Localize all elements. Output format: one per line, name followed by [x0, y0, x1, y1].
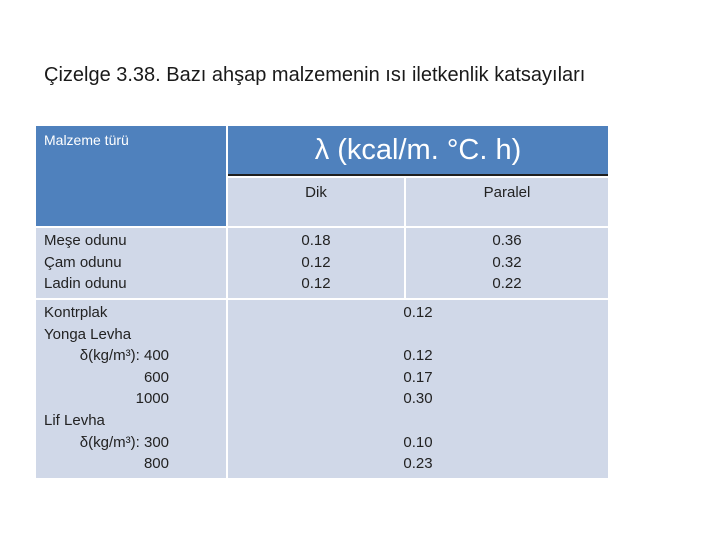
- dik-value: 0.18: [301, 232, 331, 249]
- material-mese: Meşe odunu: [44, 232, 127, 249]
- paralel-value: 0.32: [492, 253, 522, 271]
- paralel-header: [406, 178, 608, 226]
- dik-header: [228, 178, 404, 226]
- paralel-value: 0.22: [492, 275, 522, 293]
- material-cam: Çam odunu: [44, 253, 122, 271]
- lif-value: 0.10: [403, 433, 433, 451]
- yonga-value: 0.30: [403, 390, 433, 408]
- material-lif-levha: Lif Levha: [44, 411, 105, 429]
- dik-value: 0.12: [301, 275, 331, 293]
- lambda-header: λ (kcal/m. °C. h): [228, 126, 608, 176]
- yonga-density-value: 600: [143, 368, 169, 386]
- wood-paralel-cell: [406, 228, 608, 298]
- lif-density-label: δ(kg/m³): 300: [79, 433, 169, 451]
- yonga-density-label: δ(kg/m³): 400: [79, 347, 169, 365]
- dik-value: 0.12: [301, 253, 331, 271]
- paralel-header-label: Paralel: [483, 184, 531, 201]
- page-title: Çizelge 3.38. Bazı ahşap malzemenin ısı iletkenlik katsayıları: [44, 64, 586, 86]
- wood-materials-cell: [36, 228, 226, 298]
- material-kontrplak: Kontrplak: [44, 304, 108, 321]
- lif-value: 0.23: [403, 455, 433, 473]
- lif-density-value: 800: [143, 455, 169, 473]
- kontrplak-value: 0.12: [403, 304, 433, 321]
- material-type-header-label: Malzeme türü: [44, 132, 129, 148]
- material-type-header: [36, 126, 226, 226]
- yonga-value: 0.17: [403, 368, 433, 386]
- yonga-density-value: 1000: [135, 390, 169, 408]
- dik-header-label: Dik: [305, 184, 327, 201]
- wood-dik-cell: [228, 228, 404, 298]
- yonga-value: 0.12: [403, 347, 433, 365]
- material-yonga-levha: Yonga Levha: [44, 325, 132, 343]
- board-values-cell: [228, 300, 608, 478]
- paralel-value: 0.36: [492, 232, 522, 249]
- material-ladin: Ladin odunu: [44, 275, 127, 293]
- board-materials-cell: [36, 300, 226, 478]
